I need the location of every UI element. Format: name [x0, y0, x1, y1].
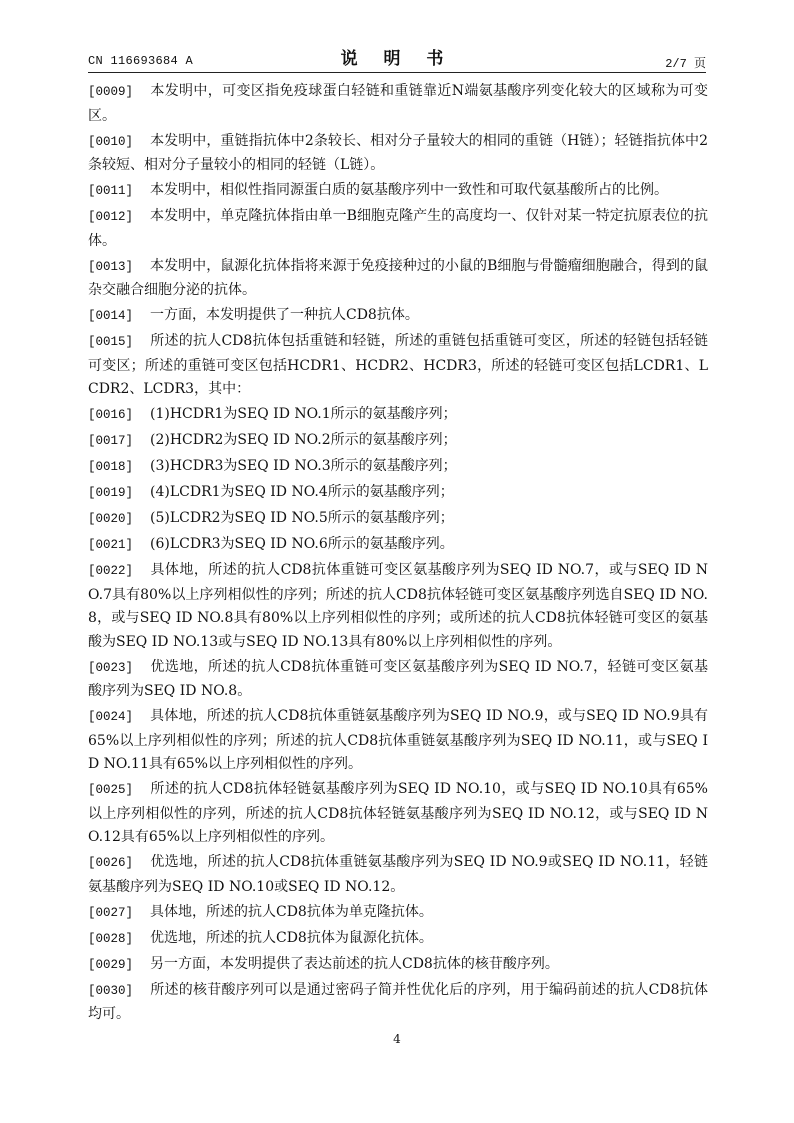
- paragraph: [88, 130, 708, 178]
- paragraph: [88, 403, 708, 428]
- paragraph: [88, 330, 708, 402]
- document-title: 说 明 书: [340, 49, 454, 69]
- paragraph-number: [0013]: [88, 259, 134, 274]
- paragraph-number: [0014]: [88, 309, 134, 323]
- paragraph-text: (3)HCDR3为SEQ ID NO.3所示的氨基酸序列；: [150, 458, 457, 474]
- page-indicator: 2/7 页: [665, 57, 706, 71]
- paragraph-text: 另一方面，本发明提供了表达前述的抗人CD8抗体的核苷酸序列。: [150, 955, 559, 972]
- paragraph: [88, 927, 708, 952]
- paragraph-number: [0015]: [88, 335, 134, 349]
- paragraph: [88, 778, 708, 850]
- paragraph-number: [0026]: [88, 856, 134, 870]
- paragraph-number: [0028]: [88, 931, 134, 946]
- paragraph-text: 优选地，所述的抗人CD8抗体重链氨基酸序列为SEQ ID NO.9或SEQ ID NO.11，轻链氨基酸序列为SEQ ID NO.10或SEQ ID NO.12。: [88, 854, 708, 895]
- page-header: [88, 44, 706, 73]
- paragraph: [88, 901, 708, 926]
- paragraph-text: 所述的抗人CD8抗体包括重链和轻链，所述的重链包括重链可变区，所述的轻链包括轻链可变区；所述的重链可变区包括HCDR1、HCDR2、HCDR3，所述的轻链可变区包括LCDR1、LCDR2、LCDR3，其中：: [88, 333, 708, 397]
- paragraph: [88, 255, 708, 303]
- paragraph-number: [0025]: [88, 783, 134, 797]
- paragraph-number: [0020]: [88, 512, 134, 526]
- paragraph-text: (6)LCDR3为SEQ ID NO.6所示的氨基酸序列。: [150, 536, 454, 552]
- paragraph-number: [0029]: [88, 957, 134, 972]
- paragraph-text: 优选地，所述的抗人CD8抗体为鼠源化抗体。: [150, 929, 433, 946]
- paragraph-text: 所述的抗人CD8抗体轻链氨基酸序列为SEQ ID NO.10，或与SEQ ID NO.10具有65%以上序列相似性的序列，所述的抗人CD8抗体轻链氨基酸序列为SEQ ID NO.12，或与SEQ ID NO.12具有65%以上序列相似性的序列。: [88, 781, 708, 845]
- paragraph-text: 本发明中，重链指抗体中2条较长、相对分子量较大的相同的重链（H链）；轻链指抗体中2条较短、相对分子量较小的相同的轻链（L链）。: [88, 132, 708, 173]
- paragraph-text: 本发明中，相似性指同源蛋白质的氨基酸序列中一致性和可取代氨基酸所占的比例。: [150, 182, 668, 198]
- paragraph-number: [0022]: [88, 564, 134, 578]
- paragraph-number: [0018]: [88, 460, 134, 474]
- paragraph: [88, 705, 708, 777]
- paragraph: [88, 851, 708, 899]
- paragraph-number: [0027]: [88, 905, 134, 920]
- paragraph: [88, 507, 708, 532]
- paragraph-number: [0021]: [88, 538, 134, 552]
- paragraph-text: 本发明中，单克隆抗体指由单一B细胞克隆产生的高度均一、仅针对某一特定抗原表位的抗体。: [88, 208, 708, 249]
- paragraph: [88, 455, 708, 480]
- page-number: 4: [393, 1032, 401, 1046]
- paragraph-text: 具体地，所述的抗人CD8抗体重链可变区氨基酸序列为SEQ ID NO.7，或与SEQ ID NO.7具有80%以上序列相似性的序列；所述的抗人CD8抗体轻链可变区氨基酸序列选自SEQ ID NO.8，或与SEQ ID NO.8具有80%以上序列相似性的序列；或所述的抗人CD8抗体轻链可变区的氨基酸为SEQ ID NO.13或与SEQ ID NO.13具有80%以上序列相似性的序列。: [88, 562, 708, 650]
- paragraph-number: [0011]: [88, 184, 134, 198]
- paragraph-text: 优选地，所述的抗人CD8抗体重链可变区氨基酸序列为SEQ ID NO.7，轻链可变区氨基酸序列为SEQ ID NO.8。: [88, 658, 708, 699]
- paragraph-text: 本发明中，鼠源化抗体指将来源于免疫接种过的小鼠的B细胞与骨髓瘤细胞融合，得到的鼠杂交融合细胞分泌的抗体。: [88, 257, 708, 298]
- paragraph: [88, 205, 708, 253]
- paragraph-number: [0023]: [88, 660, 134, 675]
- paragraph-text: 所述的核苷酸序列可以是通过密码子简并性优化后的序列，用于编码前述的抗人CD8抗体均可。: [88, 981, 708, 1022]
- paragraph: [88, 429, 708, 454]
- paragraph-text: 具体地，所述的抗人CD8抗体重链氨基酸序列为SEQ ID NO.9，或与SEQ ID NO.9具有65%以上序列相似性的序列；所述的抗人CD8抗体重链氨基酸序列为SEQ ID NO.11，或与SEQ ID NO.11具有65%以上序列相似性的序列。: [88, 708, 708, 772]
- paragraph: [88, 979, 708, 1027]
- paragraph-number: [0019]: [88, 486, 134, 500]
- paragraph: [88, 80, 708, 128]
- publication-number: CN 116693684 A: [88, 54, 194, 68]
- page-footer: [0, 1032, 794, 1046]
- paragraph-text: 具体地，所述的抗人CD8抗体为单克隆抗体。: [150, 903, 433, 920]
- description-body: [88, 80, 708, 1028]
- paragraph: [88, 533, 708, 558]
- paragraph-number: [0009]: [88, 85, 134, 99]
- paragraph: [88, 481, 708, 506]
- paragraph-text: (2)HCDR2为SEQ ID NO.2所示的氨基酸序列；: [150, 432, 457, 448]
- paragraph-text: 本发明中，可变区指免疫球蛋白轻链和重链靠近N端氨基酸序列变化较大的区域称为可变区。: [88, 83, 708, 124]
- paragraph-text: (4)LCDR1为SEQ ID NO.4所示的氨基酸序列；: [150, 484, 454, 500]
- paragraph: [88, 559, 708, 654]
- paragraph-text: (5)LCDR2为SEQ ID NO.5所示的氨基酸序列；: [150, 510, 454, 526]
- paragraph-number: [0016]: [88, 408, 134, 422]
- paragraph-number: [0017]: [88, 434, 134, 448]
- paragraph: [88, 953, 708, 978]
- paragraph-number: [0024]: [88, 710, 134, 724]
- paragraph: [88, 179, 708, 204]
- paragraph-number: [0030]: [88, 983, 134, 998]
- paragraph: [88, 656, 708, 704]
- paragraph-text: (1)HCDR1为SEQ ID NO.1所示的氨基酸序列；: [150, 406, 457, 422]
- paragraph-number: [0010]: [88, 134, 134, 149]
- paragraph-text: 一方面，本发明提供了一种抗人CD8抗体。: [150, 307, 419, 323]
- paragraph: [88, 304, 708, 329]
- paragraph-number: [0012]: [88, 210, 134, 224]
